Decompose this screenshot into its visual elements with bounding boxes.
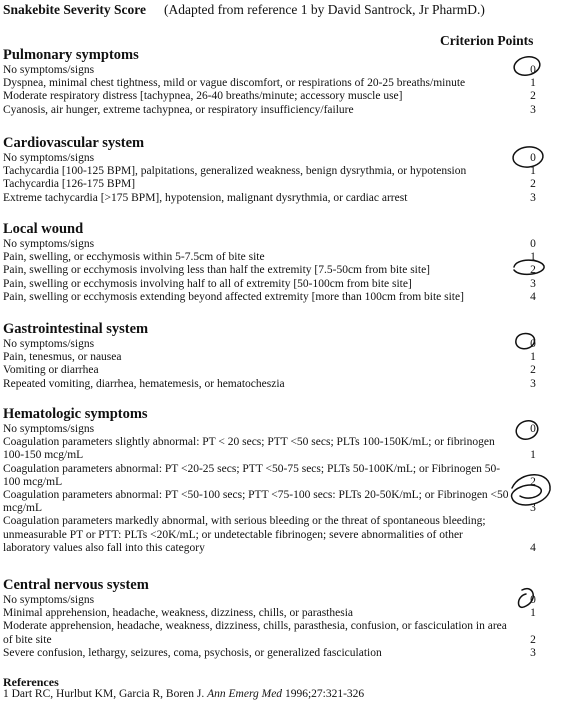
- reference-entry: [3, 688, 364, 700]
- criterion-text: Cyanosis, air hunger, extreme tachypnea, or respiratory insufficiency/failure: [3, 103, 354, 116]
- criterion-row: [3, 594, 563, 607]
- criterion-row: [3, 165, 563, 178]
- section-title: Cardiovascular system: [3, 135, 145, 151]
- criterion-points: 2: [530, 178, 536, 191]
- criterion-row: [3, 351, 563, 364]
- criterion-row: [3, 178, 563, 191]
- criterion-points: 0: [530, 152, 536, 164]
- criterion-row: [3, 238, 563, 251]
- criterion-points: 3: [530, 191, 536, 204]
- criterion-row: [3, 278, 563, 291]
- criterion-row: [3, 291, 563, 304]
- criterion-points: 3: [530, 377, 536, 390]
- criterion-text: Coagulation parameters abnormal: PT <50-100 secs; PTT <75-100 secs: PLTs 20-50K/mL; or Fibrinogen <50 mcg/mL: [3, 489, 509, 515]
- criterion-text: Coagulation parameters markedly abnormal, with serious bleeding or the threat of spontaneous bleeding; unmeasurable PT or PTT: PLTs <20K/mL; or undetectable fibrinogen; severe abnormalities of other laboratory values also fall into this category: [3, 515, 486, 554]
- section-central-nervous: [3, 577, 563, 660]
- criterion-text: Extreme tachycardia [>175 BPM], hypotension, malignant dysrythmia, or cardiac arrest: [3, 191, 408, 204]
- criterion-row: [3, 515, 563, 555]
- criterion-points: 1: [530, 607, 536, 620]
- criterion-points: 1: [530, 449, 536, 462]
- section-title: Pulmonary symptoms: [3, 47, 139, 63]
- criterion-text: Tachycardia [100-125 BPM], palpitations, generalized weakness, benign dysrythmia, or hypotension: [3, 165, 467, 178]
- criterion-row: [3, 607, 563, 620]
- criterion-row: [3, 264, 563, 277]
- criterion-points: 2: [530, 264, 536, 277]
- criterion-text: No symptoms/signs: [3, 152, 95, 164]
- document-subtitle: (Adapted from reference 1 by David Santrock, Jr PharmD.): [163, 2, 485, 17]
- criterion-points: 2: [530, 633, 536, 646]
- criterion-row: [3, 90, 563, 103]
- criterion-text: Moderate respiratory distress [tachypnea, 26-40 breaths/minute; accessory muscle use]: [3, 90, 403, 103]
- criterion-row: [3, 104, 563, 117]
- criterion-row: [3, 423, 563, 436]
- criterion-row: [3, 338, 563, 351]
- criterion-text: Coagulation parameters slightly abnormal: PT < 20 secs; PTT <50 secs; PLTs 100-150K/mL; or fibrinogen 100-150 mcg/mL: [3, 436, 495, 462]
- criterion-points: 0: [530, 64, 536, 76]
- title-row: [3, 2, 485, 18]
- reference-citation: 1996;27:321-326: [284, 688, 365, 700]
- section-gastrointestinal: [3, 321, 563, 391]
- section-local-wound: [3, 221, 563, 304]
- criterion-points: 3: [530, 646, 536, 659]
- section-hematologic: [3, 406, 563, 555]
- criterion-text: Moderate apprehension, headache, weakness, dizziness, chills, parasthesia, confusion, or fasciculation in area of bite site: [3, 620, 507, 646]
- criterion-points-heading: Criterion Points: [440, 33, 534, 48]
- criterion-row: [3, 152, 563, 165]
- criterion-points: 4: [530, 290, 536, 303]
- criterion-text: Pain, tenesmus, or nausea: [3, 351, 122, 364]
- criterion-points: 3: [530, 502, 536, 515]
- criterion-text: No symptoms/signs: [3, 338, 95, 350]
- criterion-row: [3, 251, 563, 264]
- criterion-row: [3, 364, 563, 377]
- criterion-text: Pain, swelling or ecchymosis involving half to all of extremity [50-100cm from bite site]: [3, 277, 412, 290]
- document-title: Snakebite Severity Score: [3, 2, 146, 17]
- criterion-text: Vomiting or diarrhea: [3, 364, 99, 377]
- criterion-row: [3, 489, 563, 515]
- criterion-text: Coagulation parameters abnormal: PT <20-25 secs; PTT <50-75 secs; PLTs 50-100K/mL; or Fibrinogen 50-100 mcg/mL: [3, 462, 501, 488]
- criterion-text: No symptoms/signs: [3, 238, 95, 250]
- criterion-points: 1: [530, 351, 536, 364]
- criterion-points: 2: [530, 90, 536, 103]
- criterion-row: [3, 77, 563, 90]
- section-title: Gastrointestinal system: [3, 321, 149, 337]
- criterion-points: 0: [530, 594, 536, 606]
- criterion-text: Pain, swelling or ecchymosis extending beyond affected extremity [more than 100cm from bite site]: [3, 290, 464, 303]
- criterion-points: 2: [530, 475, 536, 488]
- criterion-row: [3, 378, 563, 391]
- section-cardiovascular: [3, 135, 563, 205]
- criterion-points: 2: [530, 364, 536, 377]
- criterion-points: 0: [530, 238, 536, 250]
- criterion-row: [3, 463, 563, 489]
- criterion-points: 1: [530, 77, 536, 90]
- reference-authors: 1 Dart RC, Hurlbut KM, Garcia R, Boren J.: [3, 688, 205, 700]
- criterion-text: Minimal apprehension, headache, weakness, dizziness, chills, or parasthesia: [3, 607, 353, 620]
- section-title: Central nervous system: [3, 577, 149, 593]
- criterion-row: [3, 647, 563, 660]
- criterion-text: Repeated vomiting, diarrhea, hematemesis, or hematocheszia: [3, 377, 285, 390]
- criterion-text: No symptoms/signs: [3, 64, 95, 76]
- references-heading: References: [3, 675, 59, 689]
- section-title: Hematologic symptoms: [3, 406, 148, 422]
- criterion-text: Dyspnea, minimal chest tightness, mild or vague discomfort, or respirations of 20-25 breaths/minute: [3, 77, 466, 90]
- criterion-points: 0: [530, 338, 536, 350]
- section-title: Local wound: [3, 221, 84, 237]
- criterion-row: [3, 436, 563, 462]
- section-pulmonary: [3, 47, 563, 117]
- criterion-row: [3, 192, 563, 205]
- criterion-text: Pain, swelling, or ecchymosis within 5-7.5cm of bite site: [3, 251, 265, 264]
- criterion-points: 0: [530, 423, 536, 435]
- criterion-row: [3, 64, 563, 77]
- criterion-text: No symptoms/signs: [3, 423, 95, 435]
- criterion-text: Pain, swelling or ecchymosis involving less than half the extremity [7.5-50cm from bite site]: [3, 264, 431, 277]
- criterion-points: 1: [530, 165, 536, 178]
- criterion-points: 4: [530, 541, 536, 554]
- criterion-points: 3: [530, 277, 536, 290]
- criterion-points: 1: [530, 251, 536, 264]
- criterion-text: Tachycardia [126-175 BPM]: [3, 178, 136, 191]
- criterion-points: 3: [530, 103, 536, 116]
- criterion-text: No symptoms/signs: [3, 594, 95, 606]
- reference-journal: Ann Emerg Med: [207, 688, 283, 700]
- criterion-text: Severe confusion, lethargy, seizures, coma, psychosis, or generalized fasciculation: [3, 646, 382, 659]
- criterion-row: [3, 620, 563, 646]
